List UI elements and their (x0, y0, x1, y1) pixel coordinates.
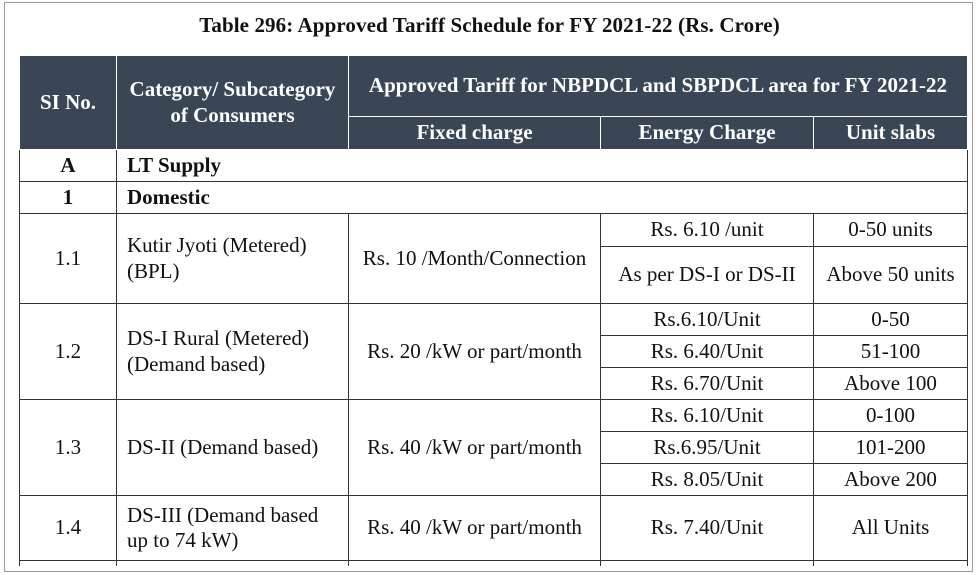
table-row (20, 496, 968, 561)
section-row (20, 150, 968, 182)
table-row-cutoff (20, 561, 968, 567)
row-fixed-charge: Rs. 40 /kW or part/month (349, 496, 601, 561)
row-unit-slab: 51-100 (814, 336, 968, 368)
header-approved-tariff: Approved Tariff for NBPDCL and SBPDCL area for FY 2021-22 (349, 56, 968, 117)
row-category: DS-II (Demand based) (117, 400, 349, 496)
row-energy-charge: Rs. 6.40/Unit (601, 336, 814, 368)
row-unit-slab: 0-50 units (814, 214, 968, 247)
cutoff-cell (20, 561, 117, 567)
table-caption: Table 296: Approved Tariff Schedule for FY 2021-22 (Rs. Crore) (199, 13, 780, 37)
section-no: 1 (20, 182, 117, 214)
row-category: DS-III (Demand based up to 74 kW) (117, 496, 349, 561)
section-label: LT Supply (117, 150, 968, 182)
row-energy-charge: Rs. 8.05/Unit (601, 464, 814, 496)
cutoff-cell (349, 561, 601, 567)
row-no: 1.1 (20, 214, 117, 304)
row-unit-slab: Above 100 (814, 368, 968, 400)
row-category: Kutir Jyoti (Metered) (BPL) (117, 214, 349, 304)
table-row (20, 214, 968, 247)
table-row (20, 304, 968, 336)
cutoff-cell (814, 561, 968, 567)
row-category: DS-I Rural (Metered) (Demand based) (117, 304, 349, 400)
row-energy-charge: Rs.6.10/Unit (601, 304, 814, 336)
header-fixed-charge: Fixed charge (349, 117, 601, 150)
cutoff-cell (601, 561, 814, 567)
row-fixed-charge: Rs. 40 /kW or part/month (349, 400, 601, 496)
row-fixed-charge: Rs. 20 /kW or part/month (349, 304, 601, 400)
row-unit-slab: Above 200 (814, 464, 968, 496)
row-energy-charge: Rs. 7.40/Unit (601, 496, 814, 561)
row-energy-charge: Rs.6.95/Unit (601, 432, 814, 464)
header-category: Category/ Subcategory of Consumers (117, 56, 349, 150)
row-energy-charge: As per DS-I or DS-II (601, 247, 814, 304)
section-no: A (20, 150, 117, 182)
row-unit-slab: Above 50 units (814, 247, 968, 304)
row-fixed-charge: Rs. 10 /Month/Connection (349, 214, 601, 304)
row-energy-charge: Rs. 6.70/Unit (601, 368, 814, 400)
row-no: 1.4 (20, 496, 117, 561)
header-sl-no: SI No. (20, 56, 117, 150)
tariff-table (19, 55, 968, 566)
header-energy-charge: Energy Charge (601, 117, 814, 150)
row-unit-slab: All Units (814, 496, 968, 561)
table-row (20, 400, 968, 432)
row-no: 1.2 (20, 304, 117, 400)
section-row (20, 182, 968, 214)
section-label: Domestic (117, 182, 968, 214)
row-unit-slab: 0-100 (814, 400, 968, 432)
cutoff-cell (117, 561, 349, 567)
row-unit-slab: 0-50 (814, 304, 968, 336)
row-unit-slab: 101-200 (814, 432, 968, 464)
row-energy-charge: Rs. 6.10 /unit (601, 214, 814, 247)
header-unit-slabs: Unit slabs (814, 117, 968, 150)
row-energy-charge: Rs. 6.10/Unit (601, 400, 814, 432)
row-no: 1.3 (20, 400, 117, 496)
